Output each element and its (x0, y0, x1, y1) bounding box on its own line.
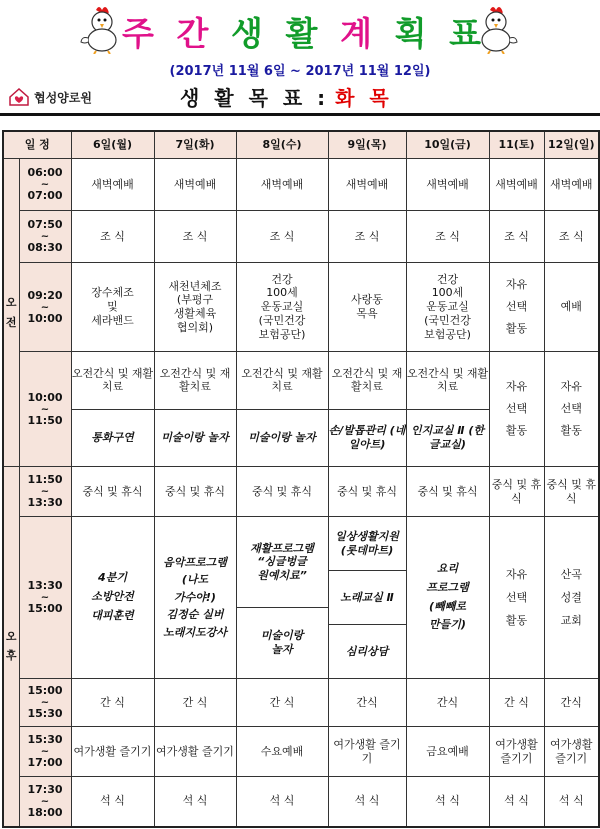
time-slot (19, 727, 71, 777)
period-pm (3, 467, 19, 827)
time-tilde: ~ (40, 301, 50, 313)
cell-line: 원예치료” (257, 569, 307, 583)
cell-line: 사랑동 (351, 293, 383, 307)
cell: 조 식 (154, 211, 236, 263)
cell: 조 식 (544, 211, 599, 263)
cell: 석 식 (544, 777, 599, 827)
time-end: 18:00 (27, 805, 63, 819)
cell-line: (롯데마트) (340, 543, 394, 557)
cell-top: 오전간식 및 재활치료 (71, 366, 154, 394)
time-start: 17:30 (27, 783, 63, 796)
cell-bottom: 심리상담 (329, 624, 406, 678)
cell-line: 미술이랑 (260, 629, 304, 643)
cell (328, 517, 406, 679)
cell: 중식 및 휴식 (154, 467, 236, 517)
title-char: 간 (176, 13, 210, 53)
cell-line: 프로그램 (426, 580, 469, 594)
cell-line: 대피훈련 (91, 608, 134, 622)
cell: 조 식 (71, 211, 154, 263)
header-day: 10일(금) (406, 131, 489, 159)
logo (8, 88, 92, 106)
cell-line: 성결 (560, 590, 582, 604)
cell (154, 263, 236, 352)
cell: 간 식 (71, 679, 154, 727)
goal-value: 화 목 (335, 86, 393, 110)
header-day: 6일(월) (71, 131, 154, 159)
logo-text: 협성양로원 (34, 90, 92, 105)
cell (236, 263, 328, 352)
cell-line: 활동 (505, 322, 528, 335)
page-title (122, 8, 482, 54)
cell: 중식 및 휴식 (544, 467, 599, 517)
cell: 수요예배 (236, 727, 328, 777)
cell: 새벽예배 (154, 159, 236, 211)
title-char: 주 (122, 13, 155, 53)
cell: 간식 (328, 679, 406, 727)
header-schedule: 일 정 (3, 131, 71, 159)
cell: 여가생활 즐기기 (328, 727, 406, 777)
period-char: 오 (5, 629, 17, 643)
cell: 조 식 (489, 211, 544, 263)
cell: 석 식 (236, 777, 328, 827)
cell: 새벽예배 (71, 159, 154, 211)
cell-line: 활동 (560, 424, 582, 437)
cell-bottom (237, 607, 328, 678)
cell-line: 목욕 (356, 307, 378, 320)
cell-top: 오전간식 및 재활치료 (241, 366, 323, 394)
cell: 새벽예배 (544, 159, 599, 211)
chicken-icon (474, 4, 520, 54)
cell-line: (빼빼로 (429, 599, 466, 613)
cell (236, 352, 328, 467)
time-tilde: ~ (40, 231, 50, 242)
cell-bottom: 미술이랑 놀자 (155, 409, 236, 467)
time-tilde: ~ (40, 592, 50, 603)
cell (154, 517, 236, 679)
header-day: 11(토) (489, 131, 544, 159)
cell (489, 263, 544, 352)
cell-line: 음악프로그램 (163, 555, 227, 569)
cell (154, 352, 236, 467)
cell: 새벽예배 (236, 159, 328, 211)
life-goal (180, 82, 393, 111)
cell (544, 352, 599, 467)
cell: 간 식 (154, 679, 236, 727)
cell-line: 및 (107, 300, 118, 314)
cell-line: 선택 (560, 402, 582, 415)
cell: 중식 및 휴식 (328, 467, 406, 517)
cell-line: 산곡 (560, 567, 582, 581)
time-slot (19, 352, 71, 467)
cell: 간 식 (489, 679, 544, 727)
cell-bottom: 손/발톱관리 (네일아트) (329, 409, 406, 467)
time-slot (19, 679, 71, 727)
cell-line: 교회 (560, 614, 582, 628)
cell: 예배 (544, 263, 599, 352)
cell-line: 일상생활지원 (335, 529, 399, 543)
cell-line: 새천년체조 (168, 279, 222, 293)
header-day: 8일(수) (236, 131, 328, 159)
period-char: 오 (5, 295, 17, 309)
header-day: 9일(목) (328, 131, 406, 159)
cell-line: 활동 (505, 614, 528, 628)
cell (236, 517, 328, 679)
cell: 여가생활 즐기기 (489, 727, 544, 777)
cell (71, 352, 154, 467)
time-tilde: ~ (40, 486, 50, 497)
date-range: (2017년 11월 6일 ~ 2017년 11월 12일) (169, 64, 431, 79)
cell-line: 자유 (560, 380, 582, 393)
period-char: 전 (5, 315, 17, 329)
cell-line: 생활체육 (173, 307, 217, 320)
time-slot (19, 159, 71, 211)
cell-line: 선택 (505, 300, 528, 313)
time-start: 15:00 (27, 684, 63, 698)
cell-line: 자유 (505, 278, 528, 291)
cell (489, 352, 544, 467)
time-slot (19, 467, 71, 517)
time-start: 15:30 (27, 733, 63, 747)
time-end: 08:30 (27, 241, 63, 254)
house-heart-icon (8, 88, 30, 106)
cell-line: 협의회) (176, 320, 214, 334)
cell-line: (나도 (181, 573, 209, 587)
time-start: 10:00 (27, 390, 63, 404)
cell-line: 선택 (505, 590, 528, 604)
cell-mid: 노래교실 Ⅱ (329, 570, 406, 624)
cell-line: 놀자 (271, 643, 293, 657)
cell: 조 식 (406, 211, 489, 263)
goal-label: 생 활 목 표 : (180, 86, 330, 110)
cell-line: 선택 (505, 402, 528, 415)
time-slot (19, 777, 71, 827)
time-end: 13:30 (27, 496, 63, 509)
cell (544, 517, 599, 679)
cell-line: 요리 (436, 562, 459, 576)
time-tilde: ~ (40, 795, 50, 807)
cell: 중식 및 휴식 (236, 467, 328, 517)
time-tilde: ~ (40, 697, 50, 708)
cell-line: 건강 (271, 272, 293, 286)
cell-line: 소방안전 (91, 590, 134, 604)
cell-line: 4분기 (98, 571, 127, 585)
cell-top: 오전간식 및 재활치료 (331, 366, 403, 394)
cell: 석 식 (71, 777, 154, 827)
cell-line: 가수야!) (174, 590, 216, 604)
cell-line: (부평구 (176, 293, 214, 307)
cell: 여가생활 즐기기 (71, 727, 154, 777)
time-end: 07:00 (27, 189, 63, 202)
time-slot (19, 517, 71, 679)
cell-line: 운동교실 (426, 300, 469, 314)
divider (0, 113, 600, 116)
cell-bottom: 인지교실 Ⅱ (한글교실) (407, 409, 489, 467)
cell (406, 517, 489, 679)
cell: 여가생활 즐기기 (154, 727, 236, 777)
header-day: 12일(일) (544, 131, 599, 159)
cell-top: 오전간식 및 재활치료 (159, 366, 231, 394)
cell: 석 식 (154, 777, 236, 827)
page-header (0, 0, 600, 125)
cell-line: 보험공단) (258, 327, 306, 341)
cell: 여가생활 즐기기 (544, 727, 599, 777)
cell-line: 100세 (266, 286, 298, 300)
title-char: 생 (231, 13, 264, 53)
cell-top (237, 517, 328, 607)
cell-line: 세라밴드 (91, 313, 134, 327)
cell-line: “싱글벙글 (257, 555, 307, 569)
cell-line: 100세 (431, 286, 464, 300)
cell (406, 352, 489, 467)
cell-top: 오전간식 및 재활치료 (406, 366, 489, 394)
time-end: 15:00 (27, 602, 63, 615)
time-start: 11:50 (27, 473, 63, 487)
cell-line: 노래지도강사 (163, 625, 227, 639)
cell: 새벽예배 (328, 159, 406, 211)
cell-line: 김정순 실버 (166, 608, 224, 622)
cell-line: 활동 (505, 424, 528, 437)
chicken-icon (78, 4, 124, 54)
cell-line: (국민건강 (258, 313, 306, 327)
cell-line: 자유 (505, 567, 528, 581)
cell: 새벽예배 (406, 159, 489, 211)
cell-line: 장수체조 (91, 286, 134, 300)
cell-bottom: 미술이랑 놀자 (237, 409, 328, 467)
cell-line: 보험공단) (424, 327, 471, 341)
cell-line: (국민건강 (424, 313, 471, 327)
period-char: 후 (5, 649, 17, 663)
cell: 석 식 (406, 777, 489, 827)
cell (328, 263, 406, 352)
cell: 간식 (544, 679, 599, 727)
cell: 간식 (406, 679, 489, 727)
title-char: 계 (340, 13, 373, 53)
period-am (3, 159, 19, 467)
cell: 금요예배 (406, 727, 489, 777)
cell-line: 자유 (505, 380, 528, 393)
cell (328, 352, 406, 467)
cell: 조 식 (236, 211, 328, 263)
cell: 간 식 (236, 679, 328, 727)
time-tilde: ~ (40, 746, 50, 757)
cell (406, 263, 489, 352)
time-start: 09:20 (27, 288, 63, 302)
time-start: 06:00 (27, 166, 63, 180)
cell-line: 재활프로그램 (250, 541, 314, 555)
time-end: 11:50 (27, 413, 63, 427)
cell-top (329, 517, 406, 570)
time-start: 07:50 (27, 218, 63, 232)
cell: 중식 및 휴식 (71, 467, 154, 517)
cell: 중식 및 휴식 (489, 467, 544, 517)
time-end: 17:00 (27, 756, 63, 769)
time-end: 10:00 (27, 311, 63, 325)
cell: 중식 및 휴식 (406, 467, 489, 517)
weekly-schedule-table (2, 130, 600, 828)
cell (489, 517, 544, 679)
cell-line: 건강 (436, 272, 459, 286)
time-start: 13:30 (27, 579, 63, 593)
time-slot (19, 211, 71, 263)
time-tilde: ~ (40, 403, 50, 415)
title-char: 표 (449, 13, 482, 53)
cell: 석 식 (489, 777, 544, 827)
cell-line: 운동교실 (260, 300, 304, 314)
cell: 새벽예배 (489, 159, 544, 211)
title-char: 획 (394, 13, 428, 53)
time-end: 15:30 (27, 707, 63, 720)
time-slot (19, 263, 71, 352)
cell: 석 식 (328, 777, 406, 827)
header-day: 7일(화) (154, 131, 236, 159)
cell (71, 517, 154, 679)
cell-bottom: 통화구연 (72, 409, 154, 467)
title-char: 활 (285, 13, 319, 53)
time-tilde: ~ (40, 179, 50, 190)
cell: 조 식 (328, 211, 406, 263)
cell-line: 만들기) (429, 618, 466, 632)
cell (71, 263, 154, 352)
